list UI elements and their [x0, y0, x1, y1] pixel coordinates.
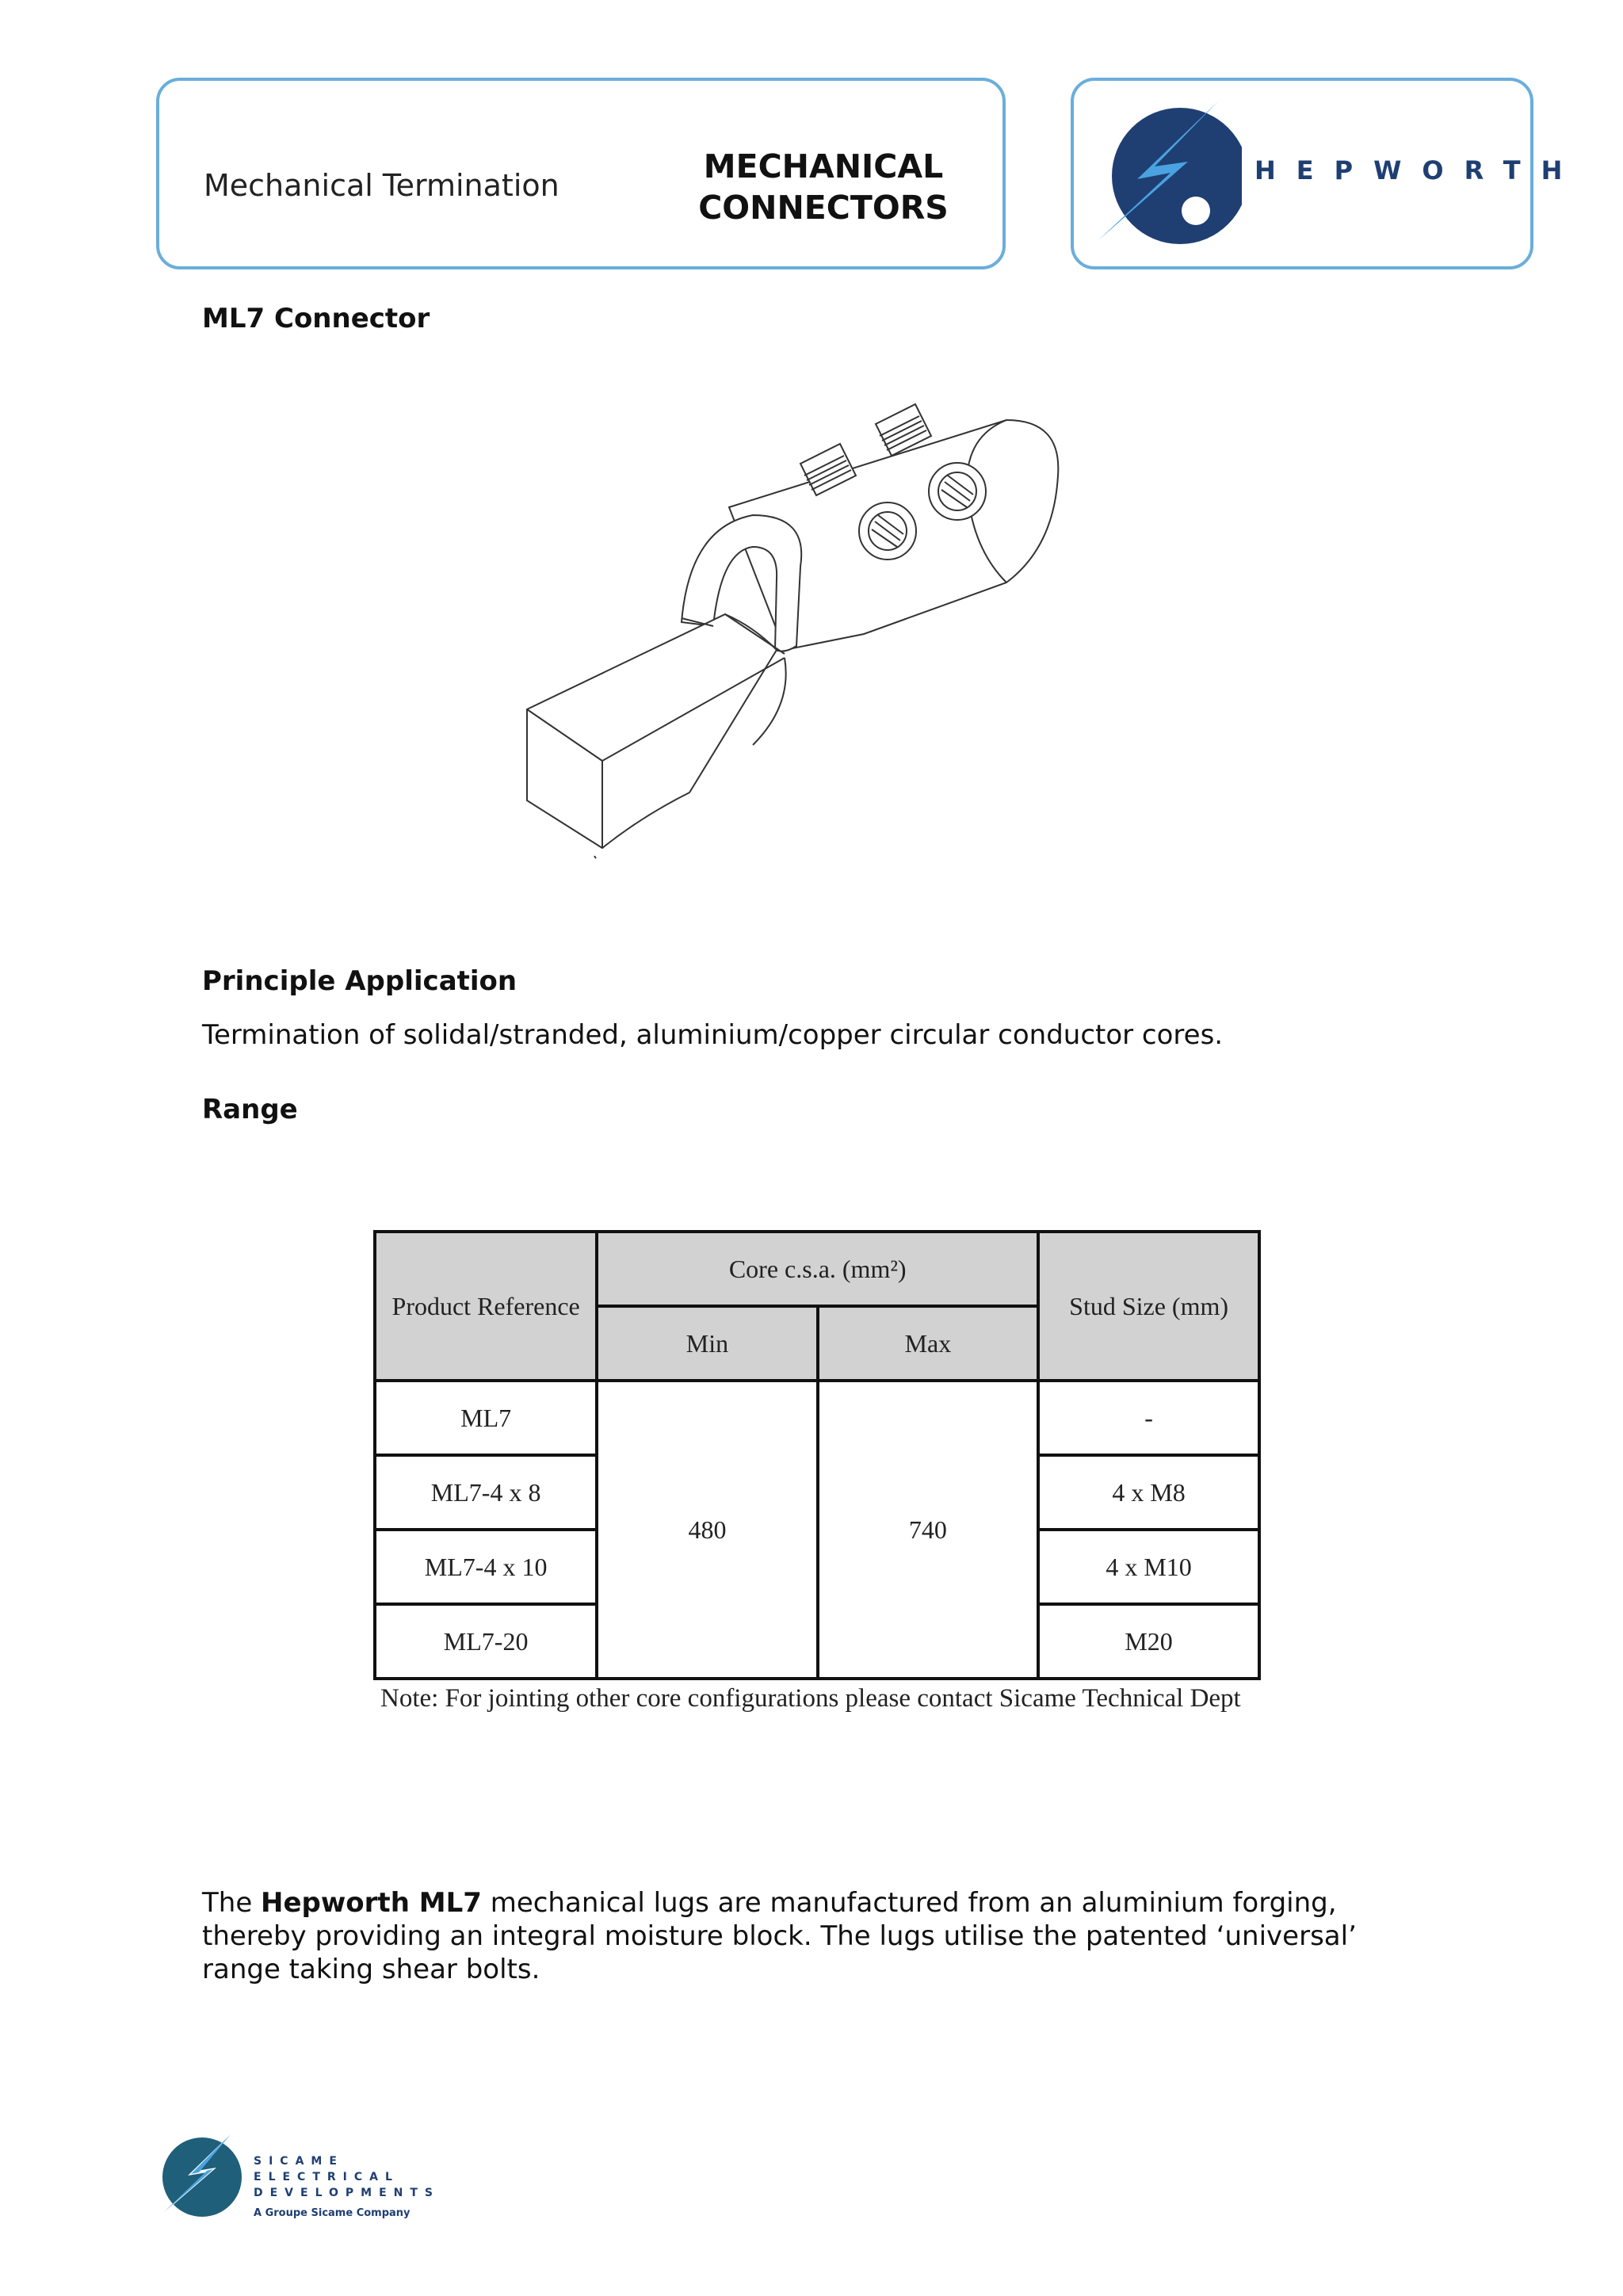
description-rest: mechanical lugs are manufactured from an aluminium forging, thereby providing an integral moisture block. The lugs utilise the patented ‘universal’ range taking shear bolts.	[202, 1887, 1357, 1985]
header-title	[689, 146, 958, 228]
sicame-line2: ELECTRICAL	[254, 2171, 399, 2183]
header-subtitle: Mechanical Termination	[204, 168, 559, 203]
header-title-line1: MECHANICAL	[703, 147, 944, 185]
description-prefix: The	[202, 1887, 262, 1919]
range-heading: Range	[202, 1094, 298, 1125]
principle-text: Termination of solidal/stranded, aluminium/copper circular conductor cores.	[202, 1019, 1224, 1051]
range-table	[373, 1230, 1261, 1680]
header-logo-box	[1071, 78, 1583, 269]
cell-stud: 4 x M8	[1038, 1455, 1259, 1530]
hepworth-wordmark: HEPWORTH	[1254, 155, 1583, 185]
col-product-reference: Product Reference	[375, 1232, 597, 1381]
cell-product: ML7-20	[375, 1604, 597, 1679]
hepworth-logo-icon	[1091, 94, 1242, 252]
cell-stud: M20	[1038, 1604, 1259, 1679]
sicame-logo	[155, 2128, 441, 2226]
description-paragraph	[202, 1886, 1423, 1986]
cell-max-value: 740	[818, 1381, 1039, 1679]
header-title-line2: CONNECTORS	[698, 189, 949, 227]
sicame-tagline: A Groupe Sicame Company	[254, 2207, 411, 2219]
description-bold: Hepworth ML7	[261, 1887, 482, 1919]
col-min: Min	[597, 1306, 817, 1381]
col-core-csa: Core c.s.a. (mm²)	[597, 1232, 1038, 1306]
cell-product: ML7	[375, 1381, 597, 1455]
cell-min-value: 480	[597, 1381, 817, 1679]
table-header-row	[375, 1232, 1259, 1306]
table-note: Note: For jointing other core configurations please contact Sicame Technical Dept	[380, 1684, 1241, 1713]
sicame-line1: SICAME	[254, 2155, 344, 2168]
cell-product: ML7-4 x 10	[375, 1530, 597, 1604]
table-row	[375, 1381, 1259, 1455]
sicame-logo-icon	[155, 2128, 250, 2223]
header-title-box	[156, 78, 1006, 269]
col-max: Max	[818, 1306, 1039, 1381]
cell-stud: -	[1038, 1381, 1259, 1455]
cell-product: ML7-4 x 8	[375, 1455, 597, 1530]
col-stud-size: Stud Size (mm)	[1038, 1232, 1259, 1381]
section-title: ML7 Connector	[202, 303, 430, 334]
ml7-connector-drawing	[523, 388, 1078, 880]
principle-heading: Principle Application	[202, 965, 517, 997]
sicame-line3: DEVELOPMENTS	[254, 2187, 441, 2199]
cell-stud: 4 x M10	[1038, 1530, 1259, 1604]
